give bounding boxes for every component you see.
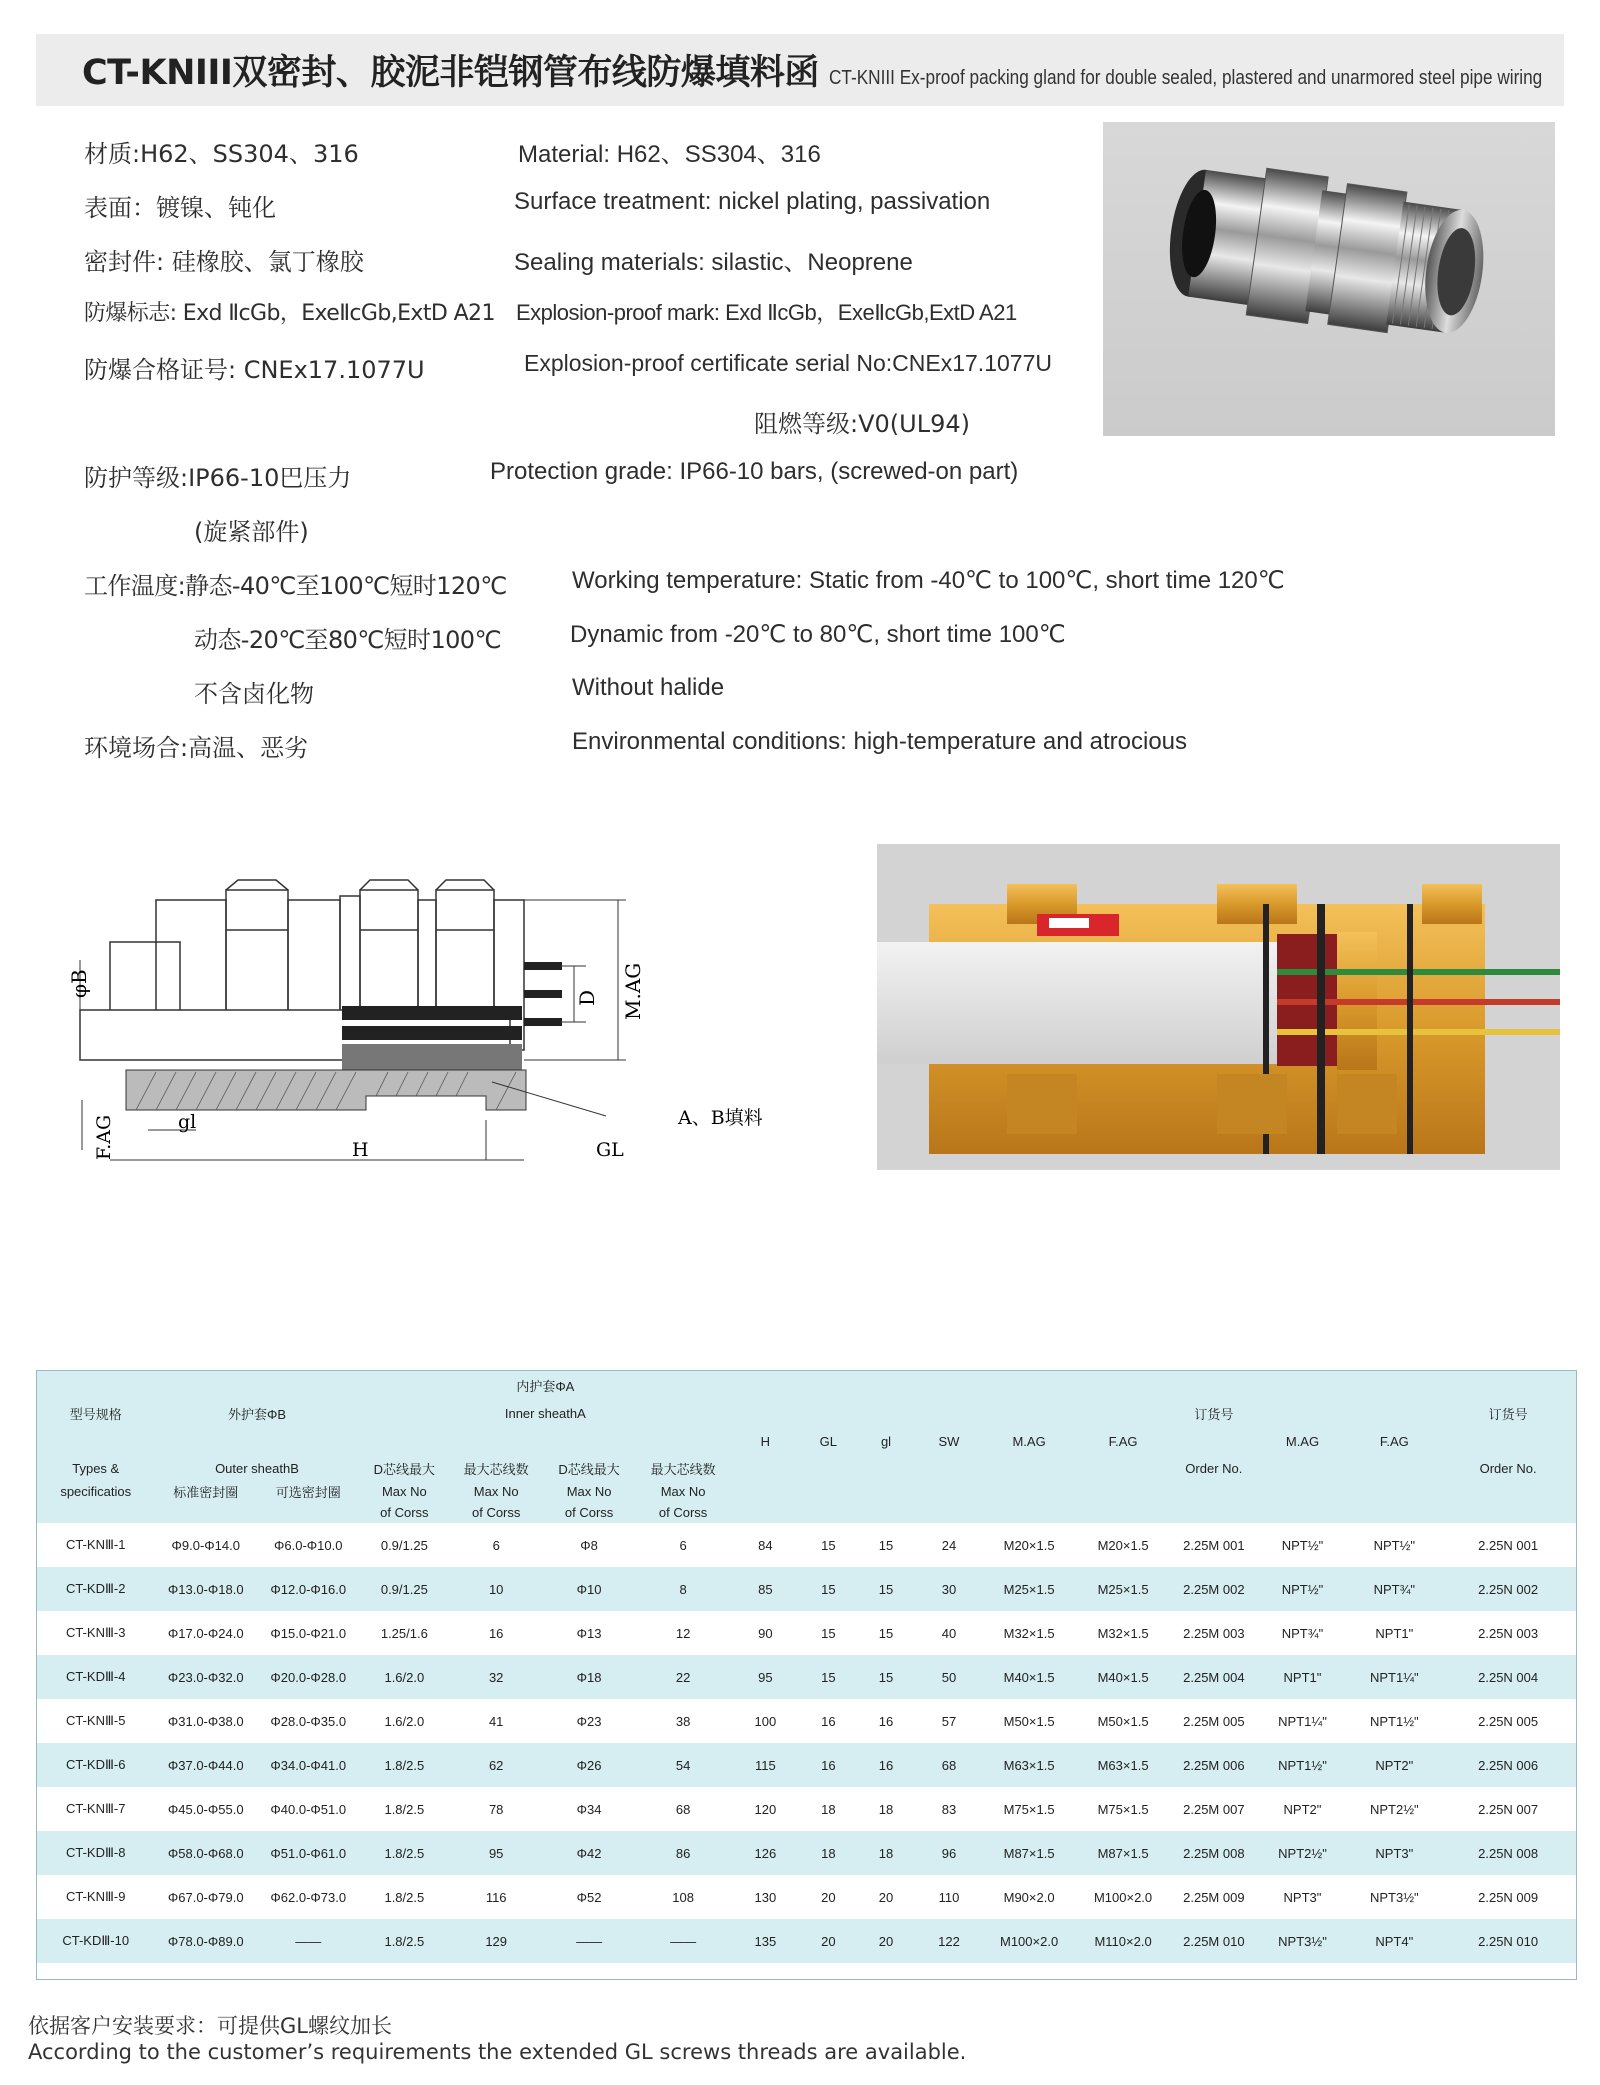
table-cell: Φ15.0-Φ21.0 (270, 1625, 347, 1641)
table-cell: 108 (672, 1889, 694, 1905)
th-order2-en: Order No. (1440, 1455, 1576, 1481)
table-cell: 20 (878, 1889, 894, 1905)
cert-en: Explosion-proof certificate serial No:CNEx17.1077U (524, 350, 1052, 376)
table-row (37, 1743, 1576, 1787)
table-cell: 15 (821, 1537, 836, 1553)
table-cell: 2.25M 002 (1171, 1567, 1256, 1611)
title-bar (36, 34, 1564, 106)
th-MAG2: M.AG (1257, 1427, 1349, 1455)
table-cell: 12 (675, 1625, 691, 1641)
table-cell: 2.25N 010 (1440, 1919, 1576, 1963)
product-photo (1103, 122, 1555, 436)
table-cell: 15 (878, 1537, 894, 1553)
halide-zh: 不含卤化物 (194, 680, 314, 708)
table-cell: Φ23.0-Φ32.0 (154, 1655, 257, 1699)
seal-zh: 密封件: 硅橡胶、氯丁橡胶 (84, 248, 364, 276)
table-cell: 22 (635, 1655, 731, 1699)
table-cell: 2.25N 002 (1440, 1567, 1576, 1611)
table-cell: M100×2.0 (1093, 1889, 1153, 1905)
table-cell: 18 (878, 1801, 894, 1817)
table-cell: 1.8/2.5 (384, 1889, 425, 1905)
table-cell: NPT1¼" (1278, 1713, 1327, 1729)
table-cell: 100 (754, 1713, 777, 1729)
table-row (37, 1567, 1576, 1611)
table-cell: 18 (857, 1831, 915, 1875)
table-cell: 1.8/2.5 (384, 1801, 425, 1817)
table-cell: CT-KDⅢ-6 (37, 1743, 154, 1787)
table-cell: 86 (635, 1831, 731, 1875)
table-cell: 15 (857, 1567, 915, 1611)
th-order-zh: 订货号 (1171, 1399, 1256, 1427)
table-cell: Φ67.0-Φ79.0 (167, 1889, 244, 1905)
table-cell: 122 (915, 1919, 983, 1963)
table-cell: 120 (754, 1801, 777, 1817)
table-cell: M63×1.5 (1075, 1743, 1171, 1787)
table-cell: 95 (731, 1655, 799, 1699)
table-cell: Φ17.0-Φ24.0 (167, 1625, 244, 1641)
table-cell: 32 (449, 1655, 543, 1699)
table-cell: 18 (800, 1831, 858, 1875)
th-maxn2: 最大芯线数 (635, 1455, 731, 1481)
table-cell: 57 (941, 1713, 957, 1729)
temp-en-2: Dynamic from -20℃ to 80℃, short time 100℃ (570, 621, 1066, 648)
table-cell: NPT4" (1348, 1919, 1440, 1963)
th-inner-en: Inner sheathA (360, 1399, 732, 1427)
material-en: Material: H62、SS304、316 (518, 141, 821, 168)
env-zh: 环境场合:高温、恶劣 (84, 734, 309, 762)
table-cell: Φ8 (580, 1537, 598, 1553)
table-cell: 90 (758, 1625, 773, 1641)
temp-zh-1: 工作温度:静态-40℃至100℃短时120℃ (84, 572, 507, 600)
table-cell: 2.25M 004 (1171, 1655, 1256, 1699)
table-cell: M32×1.5 (1003, 1625, 1055, 1641)
table-cell: NPT½" (1373, 1537, 1416, 1553)
table-cell: 10 (449, 1567, 543, 1611)
table-cell: Φ13.0-Φ18.0 (154, 1567, 257, 1611)
label-MAG: M.AG (621, 962, 645, 1020)
protect-zh-2: (旋紧部件) (194, 518, 309, 546)
table-cell: 2.25N 006 (1440, 1743, 1576, 1787)
table-cell: CT-KNⅢ-5 (65, 1713, 126, 1728)
footer-note-zh: 依据客户安装要求：可提供GL螺纹加长 (28, 2014, 392, 2038)
table-cell: 6 (492, 1537, 500, 1553)
table-cell: 1.8/2.5 (360, 1919, 450, 1963)
table-cell: M25×1.5 (1075, 1567, 1171, 1611)
table-cell: 24 (941, 1537, 957, 1553)
table-cell: 2.25N 004 (1440, 1655, 1576, 1699)
table-cell: NPT1½" (1257, 1743, 1349, 1787)
table-cell: M50×1.5 (1097, 1713, 1149, 1729)
protect-zh: 防护等级:IP66-10巴压力 (84, 464, 352, 492)
table-cell: 2.25M 006 (1171, 1743, 1256, 1787)
table-cell: NPT2" (1348, 1743, 1440, 1787)
table-cell: 41 (488, 1713, 504, 1729)
table-cell: 15 (800, 1567, 858, 1611)
table-cell: —— (635, 1919, 731, 1963)
table-cell: Φ10 (543, 1567, 635, 1611)
th-maxno4a: Max No (635, 1481, 731, 1501)
table-cell: —— (257, 1919, 360, 1963)
th-gl: gl (857, 1427, 915, 1455)
table-cell: NPT½" (1281, 1537, 1324, 1553)
th-outer-en: Outer sheathB (154, 1455, 359, 1481)
table-cell: Φ28.0-Φ35.0 (270, 1713, 347, 1729)
table-row (37, 1611, 1576, 1655)
page-title-zh: CT-KNIII双密封、胶泥非铠钢管布线防爆填料函 (82, 53, 819, 93)
table-cell: 16 (488, 1625, 504, 1641)
table-cell: 84 (758, 1537, 773, 1553)
table-cell: NPT1¼" (1348, 1655, 1440, 1699)
table-cell: CT-KNⅢ-7 (65, 1801, 126, 1816)
th-std: 标准密封圈 (154, 1481, 257, 1501)
th-maxno2b: of Corss (449, 1501, 543, 1523)
th-H: H (731, 1427, 799, 1455)
table-cell: 54 (635, 1743, 731, 1787)
table-cell: 85 (731, 1567, 799, 1611)
table-cell: NPT2½" (1369, 1801, 1419, 1817)
table-cell: M100×2.0 (983, 1919, 1075, 1963)
table-cell: 20 (857, 1919, 915, 1963)
table-cell: 130 (754, 1889, 777, 1905)
table-cell: M63×1.5 (983, 1743, 1075, 1787)
label-GL: GL (596, 1139, 624, 1161)
label-H: H (352, 1139, 369, 1161)
table-cell: 135 (731, 1919, 799, 1963)
table-cell: M20×1.5 (1097, 1537, 1149, 1553)
th-maxn1: 最大芯线数 (449, 1455, 543, 1481)
table-cell: 15 (821, 1625, 836, 1641)
table-row (37, 1523, 1576, 1567)
table-cell: 15 (800, 1655, 858, 1699)
table-cell: CT-KNⅢ-3 (65, 1625, 126, 1640)
table-cell: 2.25N 001 (1478, 1537, 1539, 1553)
table-row (37, 1831, 1576, 1875)
table-cell: 30 (915, 1567, 983, 1611)
table-cell: 68 (915, 1743, 983, 1787)
table-cell: 62 (449, 1743, 543, 1787)
table-row (37, 1875, 1576, 1919)
table-cell: Φ6.0-Φ10.0 (274, 1537, 343, 1553)
table-cell: Φ26 (543, 1743, 635, 1787)
table-row (37, 1699, 1576, 1743)
th-FAG: F.AG (1075, 1427, 1171, 1455)
table-cell: 0.9/1.25 (360, 1567, 450, 1611)
th-outer-zh: 外护套ΦB (154, 1399, 359, 1427)
exmark-zh: 防爆标志: Exd ⅡcGb，ExeⅡcGb,ExtD A21 (84, 301, 495, 326)
table-cell: Φ52 (576, 1889, 602, 1905)
th-maxno3a: Max No (543, 1481, 635, 1501)
table-cell: 2.25M 001 (1183, 1537, 1245, 1553)
table-cell: M87×1.5 (1075, 1831, 1171, 1875)
table-row (37, 1655, 1576, 1699)
label-D: D (575, 989, 599, 1006)
table-cell: 68 (675, 1801, 691, 1817)
th-type-en2: specificatios (37, 1481, 154, 1501)
table-cell: Φ31.0-Φ38.0 (167, 1713, 244, 1729)
table-cell: 110 (938, 1889, 960, 1905)
label-gl: gl (178, 1111, 197, 1133)
table-cell: 2.25M 005 (1183, 1713, 1245, 1729)
th-maxno3b: of Corss (543, 1501, 635, 1523)
temp-zh-2: 动态-20℃至80℃短时100℃ (194, 626, 501, 654)
table-cell: Φ62.0-Φ73.0 (270, 1889, 347, 1905)
th-maxno1a: Max No (360, 1481, 450, 1501)
table-cell: CT-KDⅢ-10 (37, 1919, 154, 1963)
label-fill: A、B填料 (678, 1107, 763, 1129)
table-cell: 126 (731, 1831, 799, 1875)
table-cell: 2.25M 009 (1183, 1889, 1245, 1905)
table-cell: 20 (800, 1919, 858, 1963)
table-cell: CT-KDⅢ-4 (37, 1655, 154, 1699)
table-cell: NPT2½" (1257, 1831, 1349, 1875)
cutaway-render (877, 844, 1560, 1170)
table-cell: M87×1.5 (983, 1831, 1075, 1875)
table-cell: 2.25M 010 (1171, 1919, 1256, 1963)
th-dmax2: D芯线最大 (543, 1455, 635, 1481)
table-cell: Φ37.0-Φ44.0 (154, 1743, 257, 1787)
table-cell: 129 (449, 1919, 543, 1963)
temp-en-1: Working temperature: Static from -40℃ to 100℃, short time 120℃ (572, 567, 1285, 594)
table-cell: 96 (915, 1831, 983, 1875)
table-cell: Φ78.0-Φ89.0 (154, 1919, 257, 1963)
table-cell: CT-KDⅢ-8 (37, 1831, 154, 1875)
table-cell: 15 (857, 1655, 915, 1699)
table-cell: M40×1.5 (1075, 1655, 1171, 1699)
table-cell: Φ12.0-Φ16.0 (257, 1567, 360, 1611)
table-cell: M25×1.5 (983, 1567, 1075, 1611)
table-cell: 1.8/2.5 (360, 1831, 450, 1875)
th-maxno1b: of Corss (360, 1501, 450, 1523)
th-order2-zh: 订货号 (1440, 1399, 1576, 1427)
env-en: Environmental conditions: high-temperature and atrocious (572, 728, 1188, 755)
table-row (37, 1919, 1576, 1963)
table-cell: 116 (485, 1889, 507, 1905)
table-cell: 78 (488, 1801, 504, 1817)
th-dmax1: D芯线最大 (360, 1455, 450, 1481)
table-cell: M75×1.5 (1097, 1801, 1149, 1817)
table-cell: Φ40.0-Φ51.0 (270, 1801, 347, 1817)
table-cell: 2.25N 005 (1478, 1713, 1539, 1729)
table-cell: 1.8/2.5 (360, 1743, 450, 1787)
table-cell: 16 (821, 1713, 836, 1729)
table-cell: NPT1" (1257, 1655, 1349, 1699)
table-cell: 2.25N 003 (1478, 1625, 1539, 1641)
table-cell: 16 (857, 1743, 915, 1787)
table-cell: CT-KNⅢ-1 (65, 1537, 126, 1552)
th-type-en1: Types & (37, 1455, 154, 1481)
table-cell: NPT3½" (1369, 1889, 1419, 1905)
table-row (37, 1787, 1576, 1831)
halide-en: Without halide (572, 674, 725, 701)
cert-zh: 防爆合格证号: CNEx17.1077U (84, 356, 425, 384)
table-cell: 2.25N 008 (1440, 1831, 1576, 1875)
table-cell: 0.9/1.25 (380, 1537, 428, 1553)
table-cell: M20×1.5 (1003, 1537, 1055, 1553)
table-cell: NPT1½" (1369, 1713, 1419, 1729)
th-order-en: Order No. (1171, 1455, 1256, 1481)
th-maxno4b: of Corss (635, 1501, 731, 1523)
table-cell: NPT¾" (1281, 1625, 1324, 1641)
table-cell: Φ34.0-Φ41.0 (257, 1743, 360, 1787)
th-MAG: M.AG (983, 1427, 1075, 1455)
table-cell: 2.25N 007 (1478, 1801, 1539, 1817)
technical-drawing (66, 860, 826, 1180)
table-cell: Φ9.0-Φ14.0 (171, 1537, 240, 1553)
page-title-en: CT-KNIII Ex-proof packing gland for double sealed, plastered and unarmored steel pipe wiring (828, 66, 1543, 89)
table-cell: M110×2.0 (1075, 1919, 1171, 1963)
label-FAG: F.AG (93, 1114, 115, 1160)
table-cell: 40 (941, 1625, 957, 1641)
table-cell: Φ45.0-Φ55.0 (167, 1801, 244, 1817)
table-cell: 1.6/2.0 (384, 1713, 425, 1729)
table-cell: Φ20.0-Φ28.0 (257, 1655, 360, 1699)
table-cell: 8 (635, 1567, 731, 1611)
table-cell: 2.25M 003 (1183, 1625, 1245, 1641)
table-cell: 15 (878, 1625, 894, 1641)
table-cell: 1.25/1.6 (380, 1625, 428, 1641)
table-cell: 95 (449, 1831, 543, 1875)
table-cell: —— (543, 1919, 635, 1963)
table-cell: NPT3½" (1257, 1919, 1349, 1963)
table-cell: 2.25N 009 (1478, 1889, 1539, 1905)
table-cell: 18 (821, 1801, 836, 1817)
th-opt: 可选密封圈 (257, 1481, 360, 1501)
material-zh: 材质:H62、SS304、316 (84, 140, 359, 168)
label-phiB: φB (67, 969, 91, 998)
protect-en: Protection grade: IP66-10 bars, (screwed-on part) (490, 458, 1019, 485)
table-cell: NPT¾" (1348, 1567, 1440, 1611)
th-FAG2: F.AG (1348, 1427, 1440, 1455)
table-cell: 2.25M 007 (1183, 1801, 1245, 1817)
exmark-en: Explosion-proof mark: Exd ⅡcGb，ExeⅡcGb,ExtD A21 (516, 300, 1017, 325)
surface-en: Surface treatment: nickel plating, passivation (514, 188, 991, 215)
table-cell: Φ34 (576, 1801, 602, 1817)
table-cell: M90×2.0 (1003, 1889, 1055, 1905)
th-SW: SW (915, 1427, 983, 1455)
th-type-zh: 型号规格 (37, 1399, 154, 1427)
spec-table (36, 1370, 1577, 1980)
footer-note-en: According to the customer’s requirements the extended GL screws threads are available. (28, 2040, 967, 2064)
table-cell: 1.6/2.0 (360, 1655, 450, 1699)
table-cell: 2.25M 008 (1171, 1831, 1256, 1875)
table-cell: M32×1.5 (1097, 1625, 1149, 1641)
th-GL: GL (800, 1427, 858, 1455)
flame-rating: 阻燃等级:V0(UL94) (754, 410, 970, 438)
table-cell: NPT3" (1348, 1831, 1440, 1875)
th-inner-zh: 内护套ΦA (360, 1371, 732, 1399)
surface-zh: 表面：镀镍、钝化 (84, 194, 276, 222)
table-cell: CT-KDⅢ-2 (37, 1567, 154, 1611)
table-cell: 83 (941, 1801, 957, 1817)
table-cell: 38 (675, 1713, 691, 1729)
table-cell: NPT3" (1283, 1889, 1322, 1905)
seal-en: Sealing materials: silastic、Neoprene (514, 249, 913, 276)
table-cell: Φ18 (543, 1655, 635, 1699)
th-maxno2a: Max No (449, 1481, 543, 1501)
table-cell: Φ23 (576, 1713, 602, 1729)
table-cell: NPT2" (1283, 1801, 1322, 1817)
table-cell: 115 (731, 1743, 799, 1787)
table-cell: M50×1.5 (1003, 1713, 1055, 1729)
table-cell: Φ13 (576, 1625, 602, 1641)
table-cell: 50 (915, 1655, 983, 1699)
table-cell: 20 (821, 1889, 836, 1905)
table-cell: NPT½" (1257, 1567, 1349, 1611)
table-cell: M75×1.5 (1003, 1801, 1055, 1817)
table-cell: 16 (878, 1713, 894, 1729)
table-cell: Φ51.0-Φ61.0 (257, 1831, 360, 1875)
table-cell: CT-KNⅢ-9 (65, 1889, 126, 1904)
table-cell: Φ42 (543, 1831, 635, 1875)
table-cell: NPT1" (1375, 1625, 1414, 1641)
table-cell: 16 (800, 1743, 858, 1787)
table-cell: M40×1.5 (983, 1655, 1075, 1699)
table-cell: Φ58.0-Φ68.0 (154, 1831, 257, 1875)
table-cell: 6 (679, 1537, 687, 1553)
